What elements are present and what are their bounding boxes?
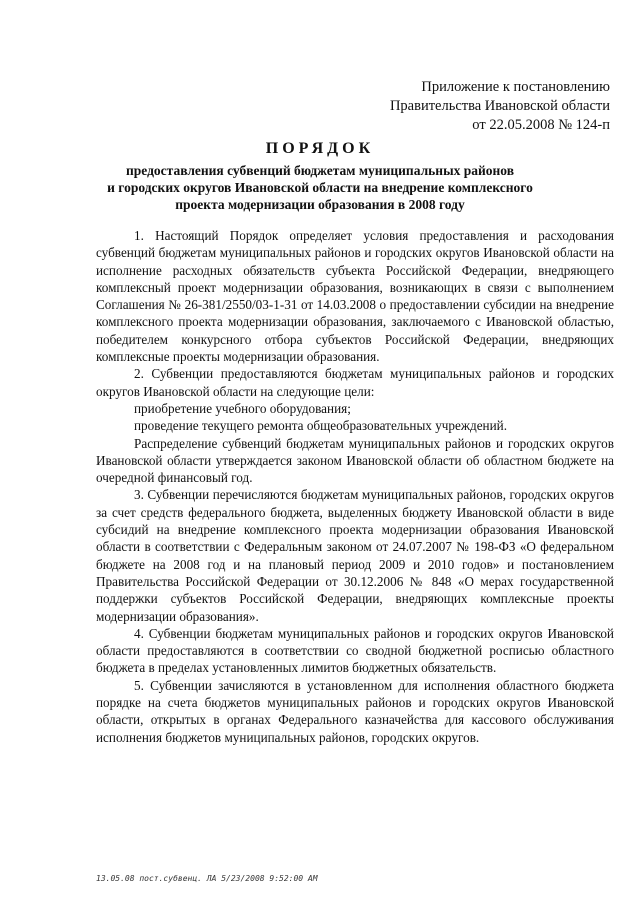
appendix-line-2: Правительства Ивановской области	[389, 98, 610, 114]
document-title: ПОРЯДОК	[265, 140, 375, 157]
paragraph-2: 2. Субвенции предоставляются бюджетам муниципальных районов и городских округов Ивановской области на следующие цели:	[96, 366, 614, 399]
paragraph-1: 1. Настоящий Порядок определяет условия предоставления и расходования субвенций бюджетам муниципальных районов и городских округов Ивановской области на исполнение расходных обязательств субъекта Российской Федерации, внедряющего комплексный проект модернизации образования, возникающих в связи с выполнением Соглашения № 26-381/2550/03-1-31 от 14.03.2008 о предоставлении субсидии на внедрение комплексного проекта модернизации образования, заключаемого с Ивановской областью, победителем конкурсного отбора субъектов Российской Федерации, внедряющих комплексные проекты модернизации образования.	[96, 228, 614, 365]
subtitle-line-1: предоставления субвенций бюджетам муниципальных районов	[125, 163, 514, 178]
appendix-line-3: от 22.05.2008 № 124-п	[472, 117, 610, 133]
paragraph-3: 3. Субвенции перечисляются бюджетам муниципальных районов, городских округов за счет средств федерального бюджета, выделенных бюджету Ивановской области в виде субсидий на внедрение комплексного проекта модернизации образования Ивановской области в соответствии с Федеральным законом от 24.07.2007 № 198-ФЗ «О федеральном бюджете на 2008 год и на плановый период 2009 и 2010 годов» и постановлением Правительства Российской Федерации от 30.12.2006 № 848 «О мерах государственной поддержки субъектов Российской Федерации, внедряющих комплексные проекты модернизации образования».	[96, 487, 614, 624]
paragraph-distribution: Распределение субвенций бюджетам муниципальных районов и городских округов Ивановской области утверждается законом Ивановской области об областном бюджете на очередной финансовый год.	[96, 435, 614, 486]
file-footer: 13.05.08 пост.субвенц. ЛА 5/23/2008 9:52:00 AM	[96, 874, 318, 883]
document-subtitle	[100, 162, 540, 213]
document-body	[96, 227, 614, 746]
subtitle-line-3: проекта модернизации образования в 2008 году	[175, 197, 465, 212]
subtitle-line-2: и городских округов Ивановской области на внедрение комплексного	[107, 180, 533, 195]
paragraph-5: 5. Субвенции зачисляются в установленном для исполнения областного бюджета порядке на счета бюджетов муниципальных районов и городских округов Ивановской области, открытых в органах Федерального казначейства для кассового обслуживания исполнения бюджетов муниципальных районов, городских округов.	[96, 677, 614, 745]
appendix-block	[310, 78, 610, 135]
paragraph-2-item-1: приобретение учебного оборудования;	[134, 400, 351, 416]
paragraph-2-item-2: проведение текущего ремонта общеобразовательных учреждений.	[134, 418, 508, 434]
appendix-line-1: Приложение к постановлению	[421, 79, 610, 95]
paragraph-4: 4. Субвенции бюджетам муниципальных районов и городских округов Ивановской области предоставляются в соответствии со сводной бюджетной росписью областного бюджета в пределах установленных лимитов бюджетных обязательств.	[96, 625, 614, 676]
